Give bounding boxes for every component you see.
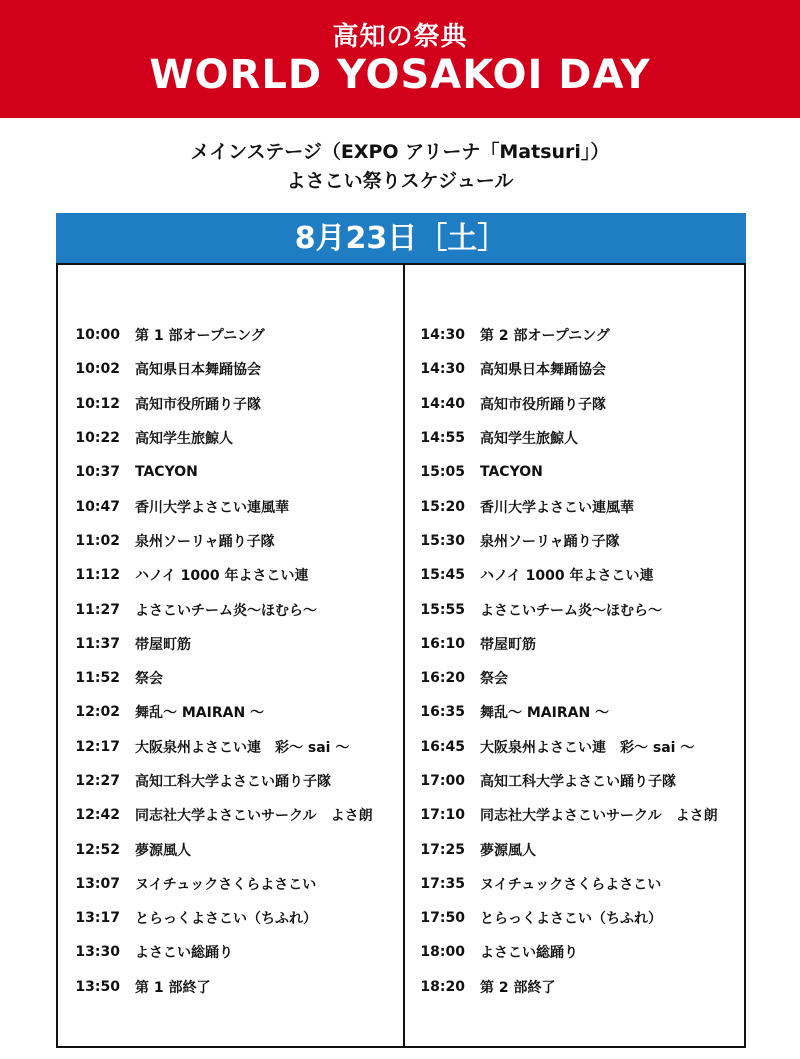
schedule-row xyxy=(403,558,733,592)
schedule-row xyxy=(58,524,388,558)
right-schedule-column xyxy=(403,318,733,1004)
schedule-team-name: 高知県日本舞踊協会 xyxy=(480,362,606,379)
schedule-row xyxy=(403,592,733,626)
schedule-team-name: 泉州ソーリャ踊り子隊 xyxy=(135,533,275,550)
schedule-team-name: 第 2 部オープニング xyxy=(480,328,610,345)
schedule-row xyxy=(58,764,388,798)
schedule-team-name: 祭会 xyxy=(480,671,508,688)
schedule-team-name: よさこいチーム炎〜ほむら〜 xyxy=(480,602,662,619)
schedule-time: 15:05 xyxy=(420,464,465,481)
schedule-team-name: 夢源風人 xyxy=(480,842,536,859)
schedule-team-name: 高知学生旅鯨人 xyxy=(135,431,233,448)
schedule-time: 13:07 xyxy=(75,875,120,892)
schedule-row xyxy=(403,524,733,558)
schedule-row xyxy=(58,592,388,626)
schedule-team-name: 香川大学よさこい連風華 xyxy=(480,499,634,516)
schedule-time: 16:45 xyxy=(420,738,465,755)
schedule-team-name: TACYON xyxy=(135,464,198,481)
schedule-time: 14:40 xyxy=(420,395,465,412)
schedule-team-name: 高知県日本舞踊協会 xyxy=(135,362,261,379)
schedule-row xyxy=(58,730,388,764)
schedule-row xyxy=(403,935,733,969)
schedule-row xyxy=(403,970,733,1004)
schedule-team-name: 高知学生旅鯨人 xyxy=(480,431,578,448)
schedule-time: 12:27 xyxy=(75,773,120,789)
schedule-team-name: よさこいチーム炎〜ほむら〜 xyxy=(135,602,317,619)
schedule-table xyxy=(56,263,746,1048)
schedule-time: 17:35 xyxy=(420,875,465,892)
schedule-row xyxy=(58,558,388,592)
schedule-time: 17:00 xyxy=(420,773,465,789)
schedule-row xyxy=(403,764,733,798)
schedule-team-name: 高知市役所踊り子隊 xyxy=(135,396,261,413)
schedule-time: 11:27 xyxy=(75,601,120,618)
schedule-row xyxy=(403,627,733,661)
schedule-team-name: よさこい総踊り xyxy=(135,945,233,962)
schedule-team-name: よさこい総踊り xyxy=(480,945,578,962)
schedule-team-name: 高知市役所踊り子隊 xyxy=(480,396,606,413)
schedule-row xyxy=(58,455,388,489)
left-schedule-column xyxy=(58,318,388,1004)
schedule-time: 10:00 xyxy=(75,327,120,344)
schedule-time: 14:30 xyxy=(420,327,465,344)
schedule-team-name: ハノイ 1000 年よさこい連 xyxy=(135,568,309,585)
schedule-time: 10:37 xyxy=(75,464,120,481)
schedule-row xyxy=(58,661,388,695)
schedule-time: 15:20 xyxy=(420,498,465,515)
schedule-row xyxy=(403,387,733,421)
schedule-time: 12:02 xyxy=(75,704,120,721)
schedule-row xyxy=(403,832,733,866)
schedule-time: 12:17 xyxy=(75,738,120,755)
schedule-team-name: 第 1 部終了 xyxy=(135,979,211,996)
schedule-row xyxy=(58,970,388,1004)
schedule-team-name: とらっくよさこい（ちふれ） xyxy=(480,911,662,928)
schedule-time: 14:55 xyxy=(420,430,465,447)
schedule-row xyxy=(58,798,388,832)
schedule-row xyxy=(403,455,733,489)
schedule-row xyxy=(403,730,733,764)
schedule-row xyxy=(58,318,388,352)
schedule-team-name: ヌイチュックさくらよさこい xyxy=(480,876,662,893)
banner-subtitle: 高知の祭典 xyxy=(332,22,468,52)
schedule-row xyxy=(403,798,733,832)
schedule-row xyxy=(403,421,733,455)
schedule-row xyxy=(403,661,733,695)
schedule-team-name: 帯屋町筋 xyxy=(135,636,191,653)
schedule-team-name: 祭会 xyxy=(135,671,163,688)
schedule-team-name: 舞乱〜 MAIRAN 〜 xyxy=(135,705,265,722)
schedule-row xyxy=(403,901,733,935)
schedule-team-name: 大阪泉州よさこい連 彩〜 sai 〜 xyxy=(480,739,695,756)
schedule-row xyxy=(403,352,733,386)
schedule-team-name: ハノイ 1000 年よさこい連 xyxy=(480,568,654,585)
schedule-time: 12:52 xyxy=(75,841,120,858)
schedule-team-name: 泉州ソーリャ踊り子隊 xyxy=(480,533,620,550)
schedule-time: 10:47 xyxy=(75,498,120,515)
schedule-team-name: 第 2 部終了 xyxy=(480,979,556,996)
schedule-time: 10:22 xyxy=(75,430,120,447)
schedule-team-name: 同志社大学よさこいサークル よさ朗 xyxy=(135,808,373,825)
schedule-team-name: 高知工科大学よさこい踊り子隊 xyxy=(135,774,331,790)
schedule-row xyxy=(58,867,388,901)
schedule-team-name: 同志社大学よさこいサークル よさ朗 xyxy=(480,808,718,825)
schedule-row xyxy=(58,387,388,421)
schedule-row xyxy=(58,832,388,866)
schedule-row xyxy=(58,695,388,729)
schedule-time: 15:55 xyxy=(420,601,465,618)
schedule-time: 17:50 xyxy=(420,910,465,927)
schedule-time: 11:37 xyxy=(75,635,120,652)
schedule-time: 15:45 xyxy=(420,567,465,584)
schedule-time: 17:10 xyxy=(420,807,465,824)
schedule-team-name: 第 1 部オープニング xyxy=(135,328,265,345)
schedule-time: 12:42 xyxy=(75,807,120,824)
title-banner xyxy=(0,0,800,118)
schedule-time: 13:17 xyxy=(75,910,120,927)
banner-title: WORLD YOSAKOI DAY xyxy=(149,52,651,98)
schedule-time: 18:00 xyxy=(420,944,465,961)
schedule-time: 10:12 xyxy=(75,395,120,412)
schedule-time: 15:30 xyxy=(420,532,465,549)
schedule-time: 18:20 xyxy=(420,978,465,995)
schedule-team-name: 大阪泉州よさこい連 彩〜 sai 〜 xyxy=(135,739,350,756)
stage-heading: メインステージ（EXPO アリーナ「Matsuri」） xyxy=(190,141,610,163)
schedule-row xyxy=(403,318,733,352)
schedule-row xyxy=(58,935,388,969)
schedule-row xyxy=(403,695,733,729)
schedule-time: 17:25 xyxy=(420,841,465,858)
date-header: 8月23日［土］ xyxy=(56,213,746,265)
schedule-row xyxy=(58,489,388,523)
schedule-time: 16:35 xyxy=(420,704,465,721)
schedule-time: 11:12 xyxy=(75,567,120,584)
schedule-team-name: とらっくよさこい（ちふれ） xyxy=(135,911,317,928)
schedule-time: 11:02 xyxy=(75,532,120,549)
schedule-team-name: TACYON xyxy=(480,464,543,481)
schedule-team-name: 高知工科大学よさこい踊り子隊 xyxy=(480,774,676,790)
schedule-team-name: 香川大学よさこい連風華 xyxy=(135,499,289,516)
schedule-row xyxy=(58,421,388,455)
schedule-row xyxy=(58,352,388,386)
schedule-time: 13:50 xyxy=(75,978,120,995)
schedule-team-name: 舞乱〜 MAIRAN 〜 xyxy=(480,705,610,722)
schedule-time: 13:30 xyxy=(75,944,120,961)
schedule-time: 16:10 xyxy=(420,635,465,652)
schedule-row xyxy=(403,867,733,901)
schedule-row xyxy=(403,489,733,523)
schedule-row xyxy=(58,627,388,661)
schedule-time: 16:20 xyxy=(420,670,465,687)
schedule-heading: よさこい祭りスケジュール xyxy=(286,170,514,192)
schedule-time: 11:52 xyxy=(75,670,120,687)
schedule-team-name: 帯屋町筋 xyxy=(480,636,536,653)
schedule-time: 14:30 xyxy=(420,361,465,378)
schedule-team-name: ヌイチュックさくらよさこい xyxy=(135,876,317,893)
schedule-row xyxy=(58,901,388,935)
schedule-time: 10:02 xyxy=(75,361,120,378)
schedule-team-name: 夢源風人 xyxy=(135,842,191,859)
